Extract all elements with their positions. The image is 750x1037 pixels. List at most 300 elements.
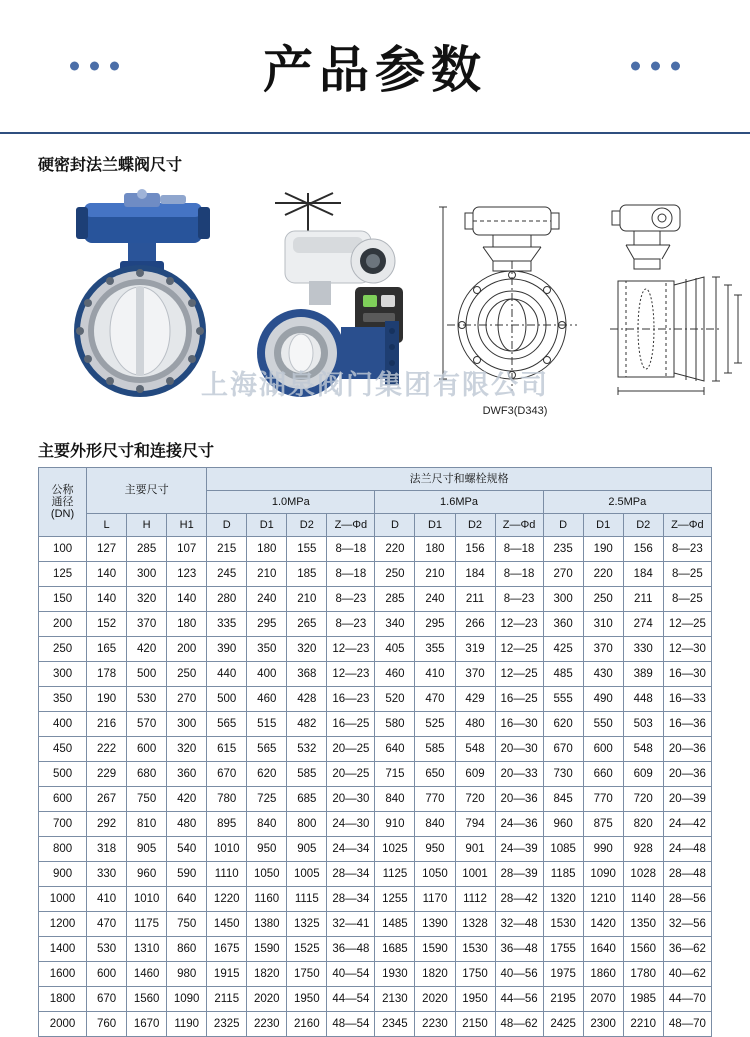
cell-p16-3: 28—42 [495,887,543,912]
cell-p10-3: 20—25 [327,737,375,762]
table-row [39,812,712,837]
cell-p10-0: 780 [207,787,247,812]
dot-icon [631,62,640,71]
cell-main-2: 750 [167,912,207,937]
cell-p25-1: 660 [583,762,623,787]
cell-main-0: 165 [87,637,127,662]
cell-p10-0: 280 [207,587,247,612]
cell-dn: 400 [39,712,87,737]
header-dn-line2: 通径 [51,495,74,508]
cell-p10-2: 1325 [287,912,327,937]
cell-p16-1: 1050 [415,862,455,887]
dot-icon [90,62,99,71]
header-col-H: H [127,514,167,537]
cell-p16-2: 1328 [455,912,495,937]
table-row [39,912,712,937]
cell-p10-0: 1110 [207,862,247,887]
cell-main-0: 190 [87,687,127,712]
cell-p10-3: 24—34 [327,837,375,862]
cell-p10-1: 210 [247,562,287,587]
cell-p16-0: 1485 [375,912,415,937]
cell-dn: 1400 [39,937,87,962]
header-dn [39,468,87,537]
cell-p25-2: 1350 [623,912,663,937]
cell-p16-1: 2230 [415,1012,455,1037]
cell-main-2: 420 [167,787,207,812]
cell-p25-3: 8—23 [663,537,711,562]
cell-dn: 450 [39,737,87,762]
cell-p10-2: 1750 [287,962,327,987]
technical-drawing-side-view [600,185,750,405]
cell-p25-3: 16—33 [663,687,711,712]
cell-p25-0: 845 [543,787,583,812]
cell-p25-1: 2070 [583,987,623,1012]
cell-p25-1: 430 [583,662,623,687]
cell-p25-2: 609 [623,762,663,787]
cell-p10-0: 245 [207,562,247,587]
cell-main-2: 300 [167,712,207,737]
cell-p25-3: 20—36 [663,762,711,787]
cell-p16-3: 8—18 [495,537,543,562]
cell-p10-1: 1590 [247,937,287,962]
cell-p16-0: 2345 [375,1012,415,1037]
cell-p16-3: 16—30 [495,712,543,737]
cell-p16-1: 355 [415,637,455,662]
cell-p16-2: 794 [455,812,495,837]
cell-p16-2: 319 [455,637,495,662]
cell-p16-3: 20—36 [495,787,543,812]
cell-main-1: 1010 [127,887,167,912]
cell-p16-1: 240 [415,587,455,612]
photo-pneumatic-butterfly-valve [40,185,235,405]
cell-p10-2: 155 [287,537,327,562]
header-p16-Zd: Z—Φd [495,514,543,537]
cell-p10-2: 428 [287,687,327,712]
cell-p10-0: 1675 [207,937,247,962]
cell-p25-2: 1560 [623,937,663,962]
cell-p16-0: 640 [375,737,415,762]
cell-main-0: 216 [87,712,127,737]
cell-p16-0: 1025 [375,837,415,862]
cell-p10-3: 8—18 [327,562,375,587]
cell-p10-3: 28—34 [327,862,375,887]
table-header-row-1 [39,468,712,491]
cell-p10-3: 16—25 [327,712,375,737]
cell-p16-3: 40—56 [495,962,543,987]
header-dots-left [70,62,119,71]
cell-main-2: 540 [167,837,207,862]
cell-p16-0: 1255 [375,887,415,912]
cell-dn: 150 [39,587,87,612]
cell-p16-0: 910 [375,812,415,837]
table-row [39,837,712,862]
cell-p25-2: 1985 [623,987,663,1012]
table-row [39,612,712,637]
cell-main-0: 410 [87,887,127,912]
cell-p10-1: 1820 [247,962,287,987]
cell-p25-2: 1028 [623,862,663,887]
cell-p25-0: 485 [543,662,583,687]
cell-p25-1: 875 [583,812,623,837]
cell-main-1: 750 [127,787,167,812]
page-header [0,0,750,134]
cell-p25-0: 1975 [543,962,583,987]
cell-p25-2: 330 [623,637,663,662]
cell-p25-2: 156 [623,537,663,562]
cell-p10-0: 440 [207,662,247,687]
cell-p10-3: 12—23 [327,637,375,662]
cell-p10-3: 16—23 [327,687,375,712]
header-col-H1: H1 [167,514,207,537]
cell-p25-3: 40—62 [663,962,711,987]
cell-main-2: 200 [167,637,207,662]
dimension-spec-table [38,467,712,1037]
cell-dn: 700 [39,812,87,837]
cell-p10-0: 335 [207,612,247,637]
cell-p25-3: 20—36 [663,737,711,762]
cell-p25-1: 490 [583,687,623,712]
cell-p16-0: 285 [375,587,415,612]
cell-main-0: 318 [87,837,127,862]
cell-p25-1: 2300 [583,1012,623,1037]
table-row [39,787,712,812]
cell-p25-0: 1530 [543,912,583,937]
cell-dn: 350 [39,687,87,712]
cell-main-0: 470 [87,912,127,937]
cell-p25-0: 360 [543,612,583,637]
cell-p25-0: 620 [543,712,583,737]
cell-main-0: 229 [87,762,127,787]
cell-p25-3: 8—25 [663,562,711,587]
header-p16-D: D [375,514,415,537]
table-row [39,637,712,662]
cell-p16-0: 1125 [375,862,415,887]
cell-dn: 1600 [39,962,87,987]
cell-p10-3: 8—23 [327,612,375,637]
cell-p25-0: 1185 [543,862,583,887]
cell-p25-1: 600 [583,737,623,762]
table-row [39,987,712,1012]
cell-p16-2: 901 [455,837,495,862]
cell-p16-2: 184 [455,562,495,587]
cell-dn: 2000 [39,1012,87,1037]
page-title: 产品参数 [263,41,487,99]
cell-p10-2: 532 [287,737,327,762]
table-row [39,562,712,587]
cell-p25-0: 1085 [543,837,583,862]
cell-p10-1: 180 [247,537,287,562]
cell-p10-0: 1220 [207,887,247,912]
cell-main-1: 1560 [127,987,167,1012]
cell-p25-2: 274 [623,612,663,637]
cell-p10-2: 368 [287,662,327,687]
cell-p25-0: 2425 [543,1012,583,1037]
technical-drawing-front-view [435,185,590,405]
cell-p16-3: 48—62 [495,1012,543,1037]
cell-p16-2: 266 [455,612,495,637]
cell-main-0: 127 [87,537,127,562]
cell-p10-2: 210 [287,587,327,612]
header-p10-D: D [207,514,247,537]
cell-p25-1: 1420 [583,912,623,937]
cell-p25-0: 730 [543,762,583,787]
photo-electric-butterfly-valve [245,185,430,405]
cell-p10-2: 2160 [287,1012,327,1037]
company-watermark: 上海湖泉阀门集团有限公司 [201,370,549,401]
cell-p10-2: 1950 [287,987,327,1012]
cell-p25-2: 720 [623,787,663,812]
cell-main-2: 180 [167,612,207,637]
cell-p16-3: 16—25 [495,687,543,712]
header-dots-right [631,62,680,71]
table-row [39,537,712,562]
cell-p10-0: 215 [207,537,247,562]
cell-p25-1: 1090 [583,862,623,887]
cell-p10-2: 482 [287,712,327,737]
cell-p25-2: 548 [623,737,663,762]
cell-p10-3: 20—30 [327,787,375,812]
cell-p16-2: 1001 [455,862,495,887]
cell-p25-3: 24—42 [663,812,711,837]
cell-main-2: 1190 [167,1012,207,1037]
table-row [39,762,712,787]
cell-dn: 1800 [39,987,87,1012]
cell-main-2: 480 [167,812,207,837]
cell-p16-2: 1112 [455,887,495,912]
cell-p16-2: 480 [455,712,495,737]
table-row [39,587,712,612]
cell-p25-1: 550 [583,712,623,737]
cell-dn: 250 [39,637,87,662]
cell-p16-1: 770 [415,787,455,812]
cell-p25-3: 12—30 [663,637,711,662]
cell-p10-2: 905 [287,837,327,862]
cell-dn: 800 [39,837,87,862]
cell-p10-1: 350 [247,637,287,662]
cell-main-2: 270 [167,687,207,712]
cell-p25-2: 1140 [623,887,663,912]
header-p10-D2: D2 [287,514,327,537]
cell-p10-2: 585 [287,762,327,787]
cell-p16-0: 340 [375,612,415,637]
cell-p25-2: 928 [623,837,663,862]
cell-p25-2: 820 [623,812,663,837]
dot-icon [651,62,660,71]
cell-dn: 900 [39,862,87,887]
cell-p25-0: 1755 [543,937,583,962]
cell-main-2: 1090 [167,987,207,1012]
cell-main-2: 320 [167,737,207,762]
cell-p10-0: 500 [207,687,247,712]
cell-p10-2: 1005 [287,862,327,887]
cell-dn: 300 [39,662,87,687]
cell-p10-2: 265 [287,612,327,637]
table-row [39,712,712,737]
table-row [39,862,712,887]
header-p10-Zd: Z—Φd [327,514,375,537]
cell-p10-3: 32—41 [327,912,375,937]
product-image-strip [30,185,720,430]
header-flange-group: 法兰尺寸和螺栓规格 [207,468,712,491]
cell-p25-2: 389 [623,662,663,687]
cell-p10-1: 400 [247,662,287,687]
cell-main-1: 285 [127,537,167,562]
cell-p25-0: 670 [543,737,583,762]
cell-p10-0: 895 [207,812,247,837]
cell-p10-3: 20—25 [327,762,375,787]
cell-p25-0: 235 [543,537,583,562]
cell-p16-0: 250 [375,562,415,587]
cell-main-0: 600 [87,962,127,987]
cell-p10-2: 320 [287,637,327,662]
cell-p16-3: 36—48 [495,937,543,962]
cell-p16-2: 156 [455,537,495,562]
header-p16-D1: D1 [415,514,455,537]
cell-p10-0: 2115 [207,987,247,1012]
cell-p25-1: 250 [583,587,623,612]
cell-p25-0: 2195 [543,987,583,1012]
cell-main-2: 980 [167,962,207,987]
cell-main-1: 320 [127,587,167,612]
cell-dn: 200 [39,612,87,637]
cell-p16-1: 840 [415,812,455,837]
cell-dn: 1200 [39,912,87,937]
header-dn-line3: (DN) [50,508,75,521]
cell-p16-1: 1390 [415,912,455,937]
cell-p10-1: 295 [247,612,287,637]
cell-p25-3: 28—56 [663,887,711,912]
cell-p16-1: 1820 [415,962,455,987]
cell-dn: 500 [39,762,87,787]
cell-dn: 125 [39,562,87,587]
cell-p16-3: 8—18 [495,562,543,587]
cell-p10-3: 28—34 [327,887,375,912]
cell-p10-1: 565 [247,737,287,762]
cell-p10-2: 685 [287,787,327,812]
cell-p25-3: 28—48 [663,862,711,887]
cell-main-1: 530 [127,687,167,712]
header-p25-D1: D1 [583,514,623,537]
table-row [39,1012,712,1037]
cell-p10-2: 1525 [287,937,327,962]
cell-p10-1: 1050 [247,862,287,887]
cell-p25-1: 990 [583,837,623,862]
cell-p16-3: 24—39 [495,837,543,862]
cell-p16-3: 20—33 [495,762,543,787]
cell-p16-2: 2150 [455,1012,495,1037]
cell-p25-3: 8—25 [663,587,711,612]
cell-p10-0: 390 [207,637,247,662]
header-pressure-1.6: 1.6MPa [375,491,543,514]
cell-p25-2: 503 [623,712,663,737]
cell-main-1: 810 [127,812,167,837]
cell-p16-2: 370 [455,662,495,687]
cell-main-2: 860 [167,937,207,962]
cell-p16-0: 840 [375,787,415,812]
cell-p10-0: 1915 [207,962,247,987]
cell-p16-3: 32—48 [495,912,543,937]
header-p16-D2: D2 [455,514,495,537]
cell-p25-3: 36—62 [663,937,711,962]
cell-p10-0: 565 [207,712,247,737]
cell-p10-1: 725 [247,787,287,812]
cell-main-0: 292 [87,812,127,837]
header-main-dimensions: 主要尺寸 [87,468,207,514]
header-pressure-2.5: 2.5MPa [543,491,711,514]
cell-main-1: 420 [127,637,167,662]
section-title-valve-dimensions: 硬密封法兰蝶阀尺寸 [38,155,183,174]
cell-p10-0: 2325 [207,1012,247,1037]
cell-p25-3: 48—70 [663,1012,711,1037]
cell-p16-2: 720 [455,787,495,812]
cell-p25-3: 44—70 [663,987,711,1012]
cell-p10-1: 1380 [247,912,287,937]
cell-main-2: 107 [167,537,207,562]
cell-p10-1: 620 [247,762,287,787]
cell-p16-1: 180 [415,537,455,562]
cell-p16-0: 220 [375,537,415,562]
cell-p16-0: 715 [375,762,415,787]
cell-main-2: 140 [167,587,207,612]
cell-p16-0: 460 [375,662,415,687]
cell-p10-1: 460 [247,687,287,712]
cell-p16-2: 1750 [455,962,495,987]
cell-p16-2: 1530 [455,937,495,962]
cell-p10-1: 240 [247,587,287,612]
cell-p10-2: 185 [287,562,327,587]
cell-main-1: 500 [127,662,167,687]
cell-p10-2: 1115 [287,887,327,912]
table-row [39,887,712,912]
cell-p25-2: 1780 [623,962,663,987]
cell-dn: 100 [39,537,87,562]
cell-p10-3: 8—18 [327,537,375,562]
drawing-caption: DWF3(D343) [482,405,548,417]
cell-p25-0: 300 [543,587,583,612]
cell-p16-3: 44—56 [495,987,543,1012]
table-row [39,662,712,687]
cell-p16-0: 2130 [375,987,415,1012]
cell-main-0: 222 [87,737,127,762]
cell-p16-2: 1950 [455,987,495,1012]
cell-main-2: 640 [167,887,207,912]
header-p10-D1: D1 [247,514,287,537]
cell-p10-3: 40—54 [327,962,375,987]
cell-p25-2: 2210 [623,1012,663,1037]
cell-p16-0: 580 [375,712,415,737]
table-row [39,737,712,762]
cell-p10-3: 48—54 [327,1012,375,1037]
cell-p10-1: 1160 [247,887,287,912]
cell-p25-0: 960 [543,812,583,837]
cell-dn: 600 [39,787,87,812]
cell-p16-1: 295 [415,612,455,637]
cell-p25-3: 24—48 [663,837,711,862]
cell-main-1: 370 [127,612,167,637]
cell-p25-3: 32—56 [663,912,711,937]
cell-main-1: 300 [127,562,167,587]
cell-p16-3: 12—25 [495,662,543,687]
cell-p16-0: 520 [375,687,415,712]
cell-p16-0: 405 [375,637,415,662]
cell-p16-3: 20—30 [495,737,543,762]
cell-main-0: 530 [87,937,127,962]
cell-main-1: 1460 [127,962,167,987]
cell-p10-1: 515 [247,712,287,737]
cell-p16-1: 210 [415,562,455,587]
cell-p16-1: 1170 [415,887,455,912]
table-header-row-3 [39,514,712,537]
